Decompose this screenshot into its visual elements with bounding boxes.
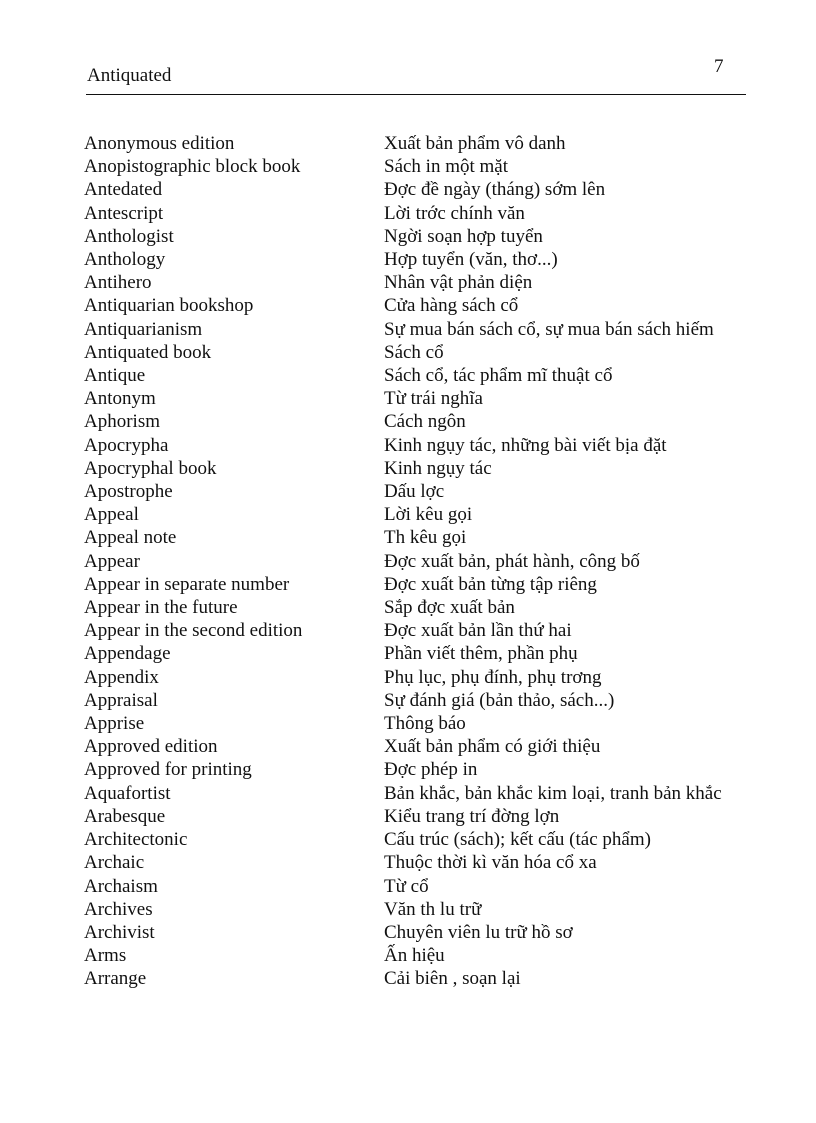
entry-definition: Từ trái nghĩa [384,388,483,410]
glossary-entry [84,457,746,480]
entry-definition: Hợp tuyển (văn, thơ...) [384,249,558,271]
glossary-entry [84,225,746,248]
entry-term: Arms [84,945,127,967]
glossary-entry [84,178,746,201]
glossary-entry [84,712,746,735]
glossary-entry [84,967,746,990]
entry-definition: Phụ lục, phụ đính, phụ trơng [384,666,602,688]
glossary-entry [84,828,746,851]
entry-definition: Sách in một mặt [384,156,509,178]
entry-term: Archives [84,898,153,920]
entry-definition: Sự mua bán sách cổ, sự mua bán sách hiếm [384,318,714,340]
entry-definition: Xuất bản phẩm vô danh [384,133,566,154]
glossary-entry [84,573,746,596]
entry-term: Aquafortist [84,782,171,804]
entry-term: Apocryphal book [84,457,217,479]
entry-definition: Đợc xuất bản từng tập riêng [384,573,597,595]
glossary-entry [84,480,746,503]
page-number: 7 [714,56,724,77]
entry-term: Archaism [84,875,158,897]
glossary-entry [84,619,746,642]
glossary-entry [84,341,746,364]
entry-term: Antescript [84,202,164,224]
glossary-entry [84,898,746,921]
glossary-entry [84,921,746,944]
entry-term: Approved for printing [84,759,252,781]
entry-term: Apocrypha [84,434,169,456]
entry-definition: Kiểu trang trí đờng lợn [384,805,560,827]
entry-definition: Ấn hiệu [384,945,445,967]
entry-term: Appeal [84,504,139,526]
glossary-entry [84,410,746,433]
entry-definition: Đợc xuất bản, phát hành, công bố [384,550,640,572]
entry-term: Apprise [84,713,145,735]
entry-definition: Cửa hàng sách cổ [384,295,519,317]
entry-term: Antihero [84,272,152,294]
entry-term: Appear in the future [84,597,238,619]
entry-definition: Cải biên , soạn lại [384,968,521,990]
entry-definition: Dấu lợc [384,481,445,503]
entry-definition: Đợc đề ngày (tháng) sớm lên [384,179,606,201]
entry-definition: Xuất bản phẩm có giới thiệu [384,736,601,758]
entry-term: Appraisal [84,689,158,711]
glossary-entry [84,434,746,457]
entry-term: Appear in separate number [84,573,290,595]
entry-definition: Sự đánh giá (bản thảo, sách...) [384,689,615,711]
entry-definition: Cách ngôn [384,411,466,433]
entry-definition: Nhân vật phản diện [384,272,533,294]
entry-term: Appear [84,550,140,572]
entry-definition: Ngời soạn hợp tuyển [384,225,543,247]
glossary-entry [84,805,746,828]
glossary-entry [84,758,746,781]
glossary-entry [84,364,746,387]
entry-term: Arrange [84,968,147,990]
glossary-entry [84,248,746,271]
entry-term: Antiquated book [84,341,212,363]
glossary-entry [84,735,746,758]
entry-term: Anthologist [84,225,174,247]
glossary-entry [84,550,746,573]
entry-definition: Bản khắc, bản khắc kim loại, tranh bản khắc [384,782,722,804]
entry-definition: Th kêu gọi [384,527,467,549]
glossary-entry [84,782,746,805]
glossary-entry [84,318,746,341]
glossary-entry [84,689,746,712]
page-header-title: Antiquated [87,65,172,86]
entry-definition: Sắp đợc xuất bản [384,597,515,619]
entry-term: Anonymous edition [84,133,235,154]
entry-definition: Lời kêu gọi [384,504,473,526]
entry-definition: Sách cổ [384,341,444,363]
entry-definition: Đợc phép in [384,759,478,781]
entry-definition: Chuyên viên lu trữ hồ sơ [384,921,573,943]
entry-term: Apostrophe [84,481,173,503]
entry-term: Antedated [84,179,163,201]
entry-term: Aphorism [84,411,160,433]
entry-term: Antonym [84,388,156,410]
entry-term: Archivist [84,921,155,943]
entry-term: Antique [84,365,146,387]
entry-term: Appeal note [84,527,177,549]
glossary-entry [84,271,746,294]
glossary-entry [84,642,746,665]
glossary-entry [84,503,746,526]
entry-definition: Từ cổ [384,875,429,897]
glossary-entry [84,666,746,689]
entry-definition: Kinh ngụy tác [384,457,492,479]
entry-definition: Cấu trúc (sách); kết cấu (tác phẩm) [384,829,651,851]
entry-term: Appendage [84,643,171,665]
entry-definition: Sách cổ, tác phẩm mĩ thuật cổ [384,365,613,387]
entry-term: Arabesque [84,805,166,827]
entry-term: Archaic [84,852,145,874]
entry-term: Approved edition [84,736,218,758]
entry-definition: Đợc xuất bản lần thứ hai [384,620,572,642]
entry-term: Appendix [84,666,159,688]
entry-definition: Phần viết thêm, phần phụ [384,643,578,665]
glossary-entry [84,526,746,549]
entry-term: Antiquarian bookshop [84,295,254,317]
glossary-entry [84,387,746,410]
glossary-entry [84,875,746,898]
entry-definition: Thông báo [384,713,466,735]
glossary-entry [84,294,746,317]
entry-term: Antiquarianism [84,318,203,340]
glossary-list [84,132,746,991]
entry-term: Anthology [84,249,166,271]
glossary-entry [84,851,746,874]
header-divider [86,94,746,95]
entry-term: Anopistographic block book [84,156,301,178]
entry-definition: Lời trớc chính văn [384,202,525,224]
entry-definition: Kinh ngụy tác, những bài viết bịa đặt [384,434,667,456]
entry-term: Appear in the second edition [84,620,303,642]
glossary-entry [84,596,746,619]
glossary-entry [84,132,746,155]
entry-definition: Thuộc thời kì văn hóa cổ xa [384,852,597,874]
glossary-entry [84,202,746,225]
entry-definition: Văn th lu trữ [384,898,482,920]
glossary-entry [84,944,746,967]
entry-term: Architectonic [84,829,188,851]
glossary-entry [84,155,746,178]
